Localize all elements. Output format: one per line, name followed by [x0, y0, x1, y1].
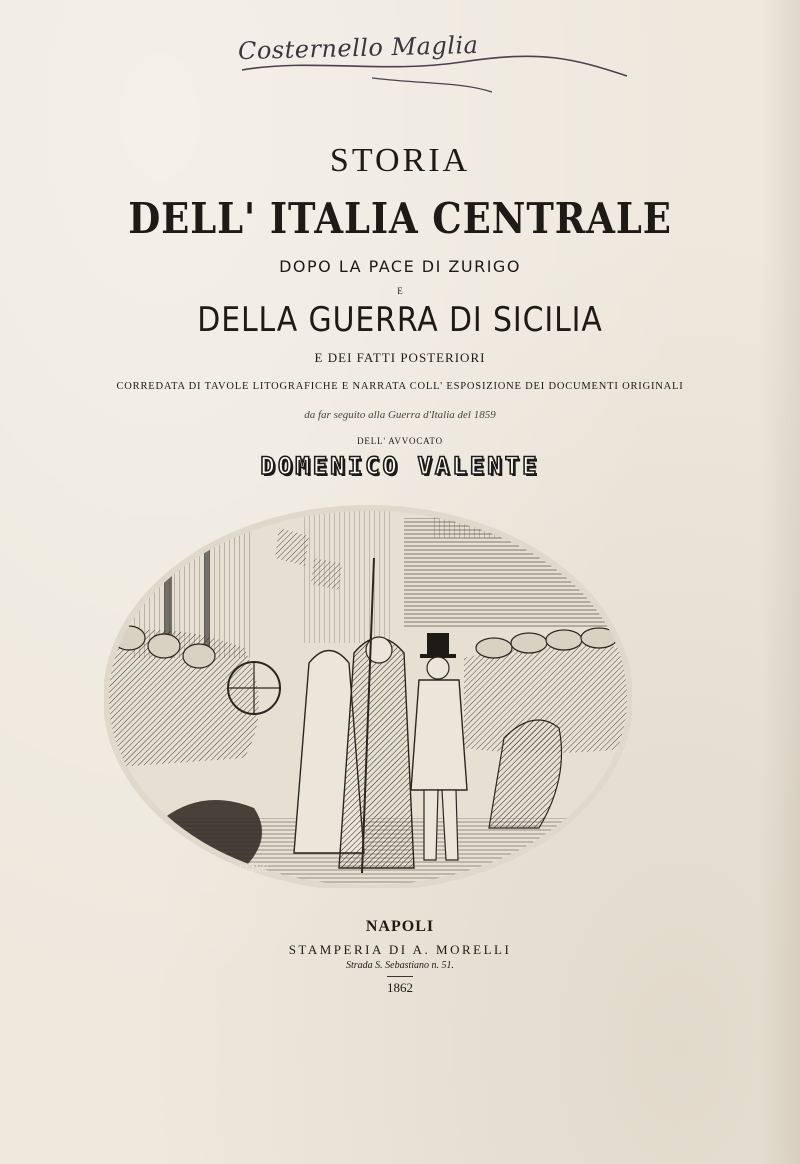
inscription-strikethrough [232, 48, 632, 98]
handwritten-inscription: Costernello Maglia [237, 30, 479, 66]
engraver-signature: M. ADINOLFI-INC. [189, 864, 271, 875]
engraved-vignette [104, 488, 632, 888]
imprint-year: 1862 [387, 980, 413, 995]
title-fatti-posteriori: E DEI FATTI POSTERIORI [314, 350, 486, 365]
title-main: DELL' ITALIA CENTRALE [128, 194, 672, 243]
title-sicilia: DELLA GUERRA DI SICILIA [197, 300, 603, 340]
title-conjunction: E [397, 286, 403, 296]
title-sequel-note: da far seguito alla Guerra d'Italia del 1859 [304, 409, 496, 421]
author-name: DOMENICO VALENTE [260, 452, 540, 480]
title-description: CORREDATA DI TAVOLE LITOGRAFICHE E NARRATA COLL' ESPOSIZIONE DEI DOCUMENTI ORIGINALI [116, 381, 684, 392]
imprint-address: Strada S. Sebastiano n. 51. [345, 960, 455, 971]
title-subtitle-zurigo: DOPO LA PACE DI ZURIGO [279, 257, 521, 276]
title-storia: STORIA [329, 142, 471, 179]
imprint-city: NAPOLI [365, 918, 435, 935]
author-prefix: DELL' AVVOCATO [357, 436, 443, 446]
imprint-rule [387, 976, 413, 977]
imprint-printer: STAMPERIA DI A. MORELLI [288, 942, 512, 957]
